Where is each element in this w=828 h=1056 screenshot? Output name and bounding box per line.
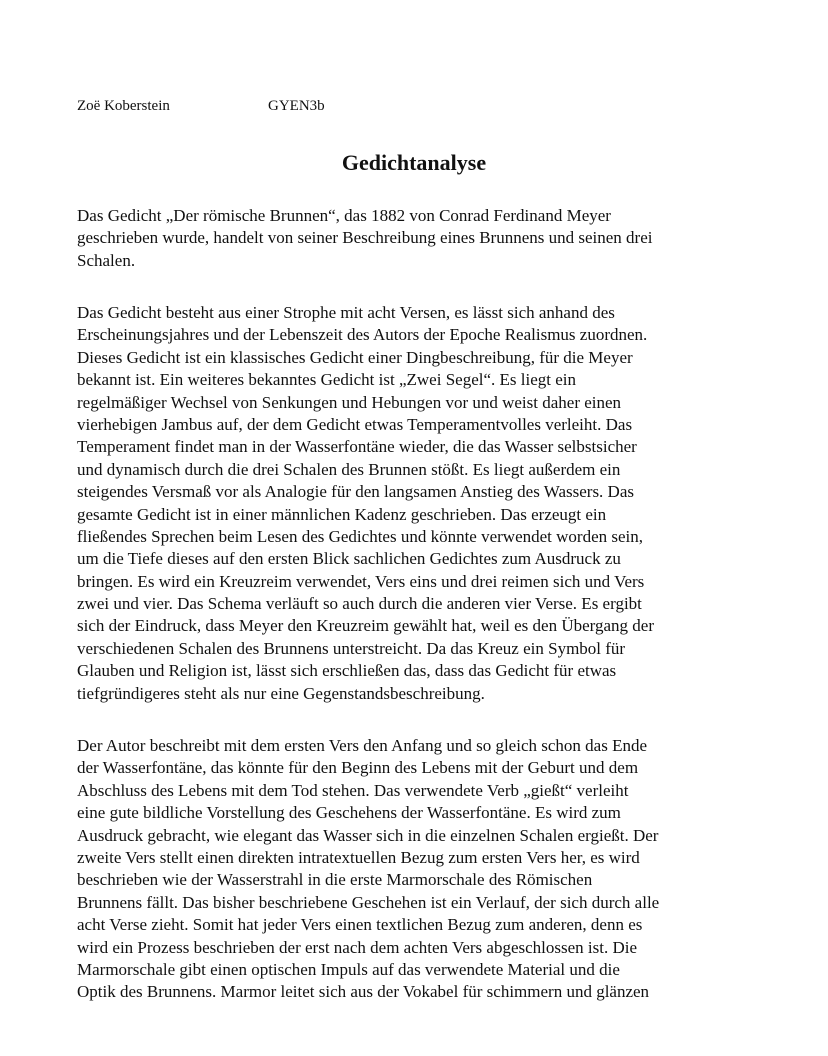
text-line: regelmäßiger Wechsel von Senkungen und Hebungen vor und weist daher einen: [77, 392, 622, 412]
text-line: Glauben und Religion ist, lässt sich erschließen das, dass das Gedicht für etwas: [77, 661, 617, 681]
text-line: Das Gedicht besteht aus einer Strophe mit acht Versen, es lässt sich anhand des: [77, 303, 615, 322]
text-line: bringen. Es wird ein Kreuzreim verwendet, Vers eins und drei reimen sich und Vers: [77, 571, 645, 591]
paragraph-introduction: [77, 205, 749, 272]
text-line: und dynamisch durch die drei Schalen des Brunnen stößt. Es liegt außerdem ein: [77, 459, 621, 479]
text-line: Schalen.: [77, 250, 136, 270]
paragraph-content-analysis: [77, 735, 749, 1004]
class-name: GYEN3b: [268, 98, 325, 114]
text-line: Temperament findet man in der Wasserfontäne wieder, die das Wasser selbstsicher: [77, 437, 637, 457]
text-line: eine gute bildliche Vorstellung des Geschehens der Wasserfontäne. Es wird zum: [77, 803, 621, 823]
text-line: verschiedenen Schalen des Brunnens unterstreicht. Da das Kreuz ein Symbol für: [77, 638, 626, 658]
text-line: wird ein Prozess beschrieben der erst nach dem achten Vers abgeschlossen ist. Die: [77, 937, 638, 957]
author-name: Zoë Koberstein: [77, 98, 170, 114]
text-line: bekannt ist. Ein weiteres bekanntes Gedicht ist „Zwei Segel“. Es liegt ein: [77, 370, 576, 390]
text-line: Erscheinungsjahres und der Lebenszeit des Autors der Epoche Realismus zuordnen.: [77, 325, 648, 345]
text-line: Ausdruck gebracht, wie elegant das Wasser sich in die einzelnen Schalen ergießt. Der: [77, 825, 659, 845]
text-line: zweite Vers stellt einen direkten intratextuellen Bezug zum ersten Vers her, es wird: [77, 847, 640, 867]
paragraph-form-analysis: [77, 302, 749, 705]
text-line: steigendes Versmaß vor als Analogie für den langsamen Anstieg des Wassers. Das: [77, 482, 634, 502]
text-line: um die Tiefe dieses auf den ersten Blick sachlichen Gedichtes zum Ausdruck zu: [77, 549, 621, 569]
text-line: Abschluss des Lebens mit dem Tod stehen. Das verwendete Verb „gießt“ verleiht: [77, 780, 629, 800]
text-line: Das Gedicht „Der römische Brunnen“, das 1882 von Conrad Ferdinand Meyer: [77, 206, 611, 225]
document-title: Gedichtanalyse: [341, 150, 487, 175]
text-line: tiefgründigeres steht als nur eine Gegenstandsbeschreibung.: [77, 683, 485, 703]
text-line: beschrieben wie der Wasserstrahl in die erste Marmorschale des Römischen: [77, 870, 593, 890]
text-line: vierhebigen Jambus auf, der dem Gedicht etwas Temperamentvolles verleiht. Das: [77, 414, 633, 434]
text-line: acht Verse zieht. Somit hat jeder Vers einen textlichen Bezug zum anderen, denn es: [77, 915, 643, 935]
text-line: Dieses Gedicht ist ein klassisches Gedicht einer Dingbeschreibung, für die Meyer: [77, 347, 633, 367]
text-line: Brunnens fällt. Das bisher beschriebene Geschehen ist ein Verlauf, der sich durch alle: [77, 892, 660, 912]
text-line: Der Autor beschreibt mit dem ersten Vers den Anfang und so gleich schon das Ende: [77, 736, 647, 755]
text-line: Marmorschale gibt einen optischen Impuls auf das verwendete Material und die: [77, 959, 620, 979]
text-line: der Wasserfontäne, das könnte für den Beginn des Lebens mit der Geburt und dem: [77, 758, 639, 778]
text-line: Optik des Brunnens. Marmor leitet sich aus der Vokabel für schimmern und glänzen: [77, 982, 650, 1002]
text-line: geschrieben wurde, handelt von seiner Beschreibung eines Brunnens und seinen drei: [77, 228, 653, 248]
text-line: sich der Eindruck, dass Meyer den Kreuzreim gewählt hat, weil es den Übergang der: [77, 616, 655, 636]
text-line: gesamte Gedicht ist in einer männlichen Kadenz geschrieben. Das erzeugt ein: [77, 504, 607, 524]
text-line: fließendes Sprechen beim Lesen des Gedichtes und könnte verwendet worden sein,: [77, 526, 644, 546]
text-line: zwei und vier. Das Schema verläuft so auch durch die anderen vier Verse. Es ergibt: [77, 594, 642, 614]
